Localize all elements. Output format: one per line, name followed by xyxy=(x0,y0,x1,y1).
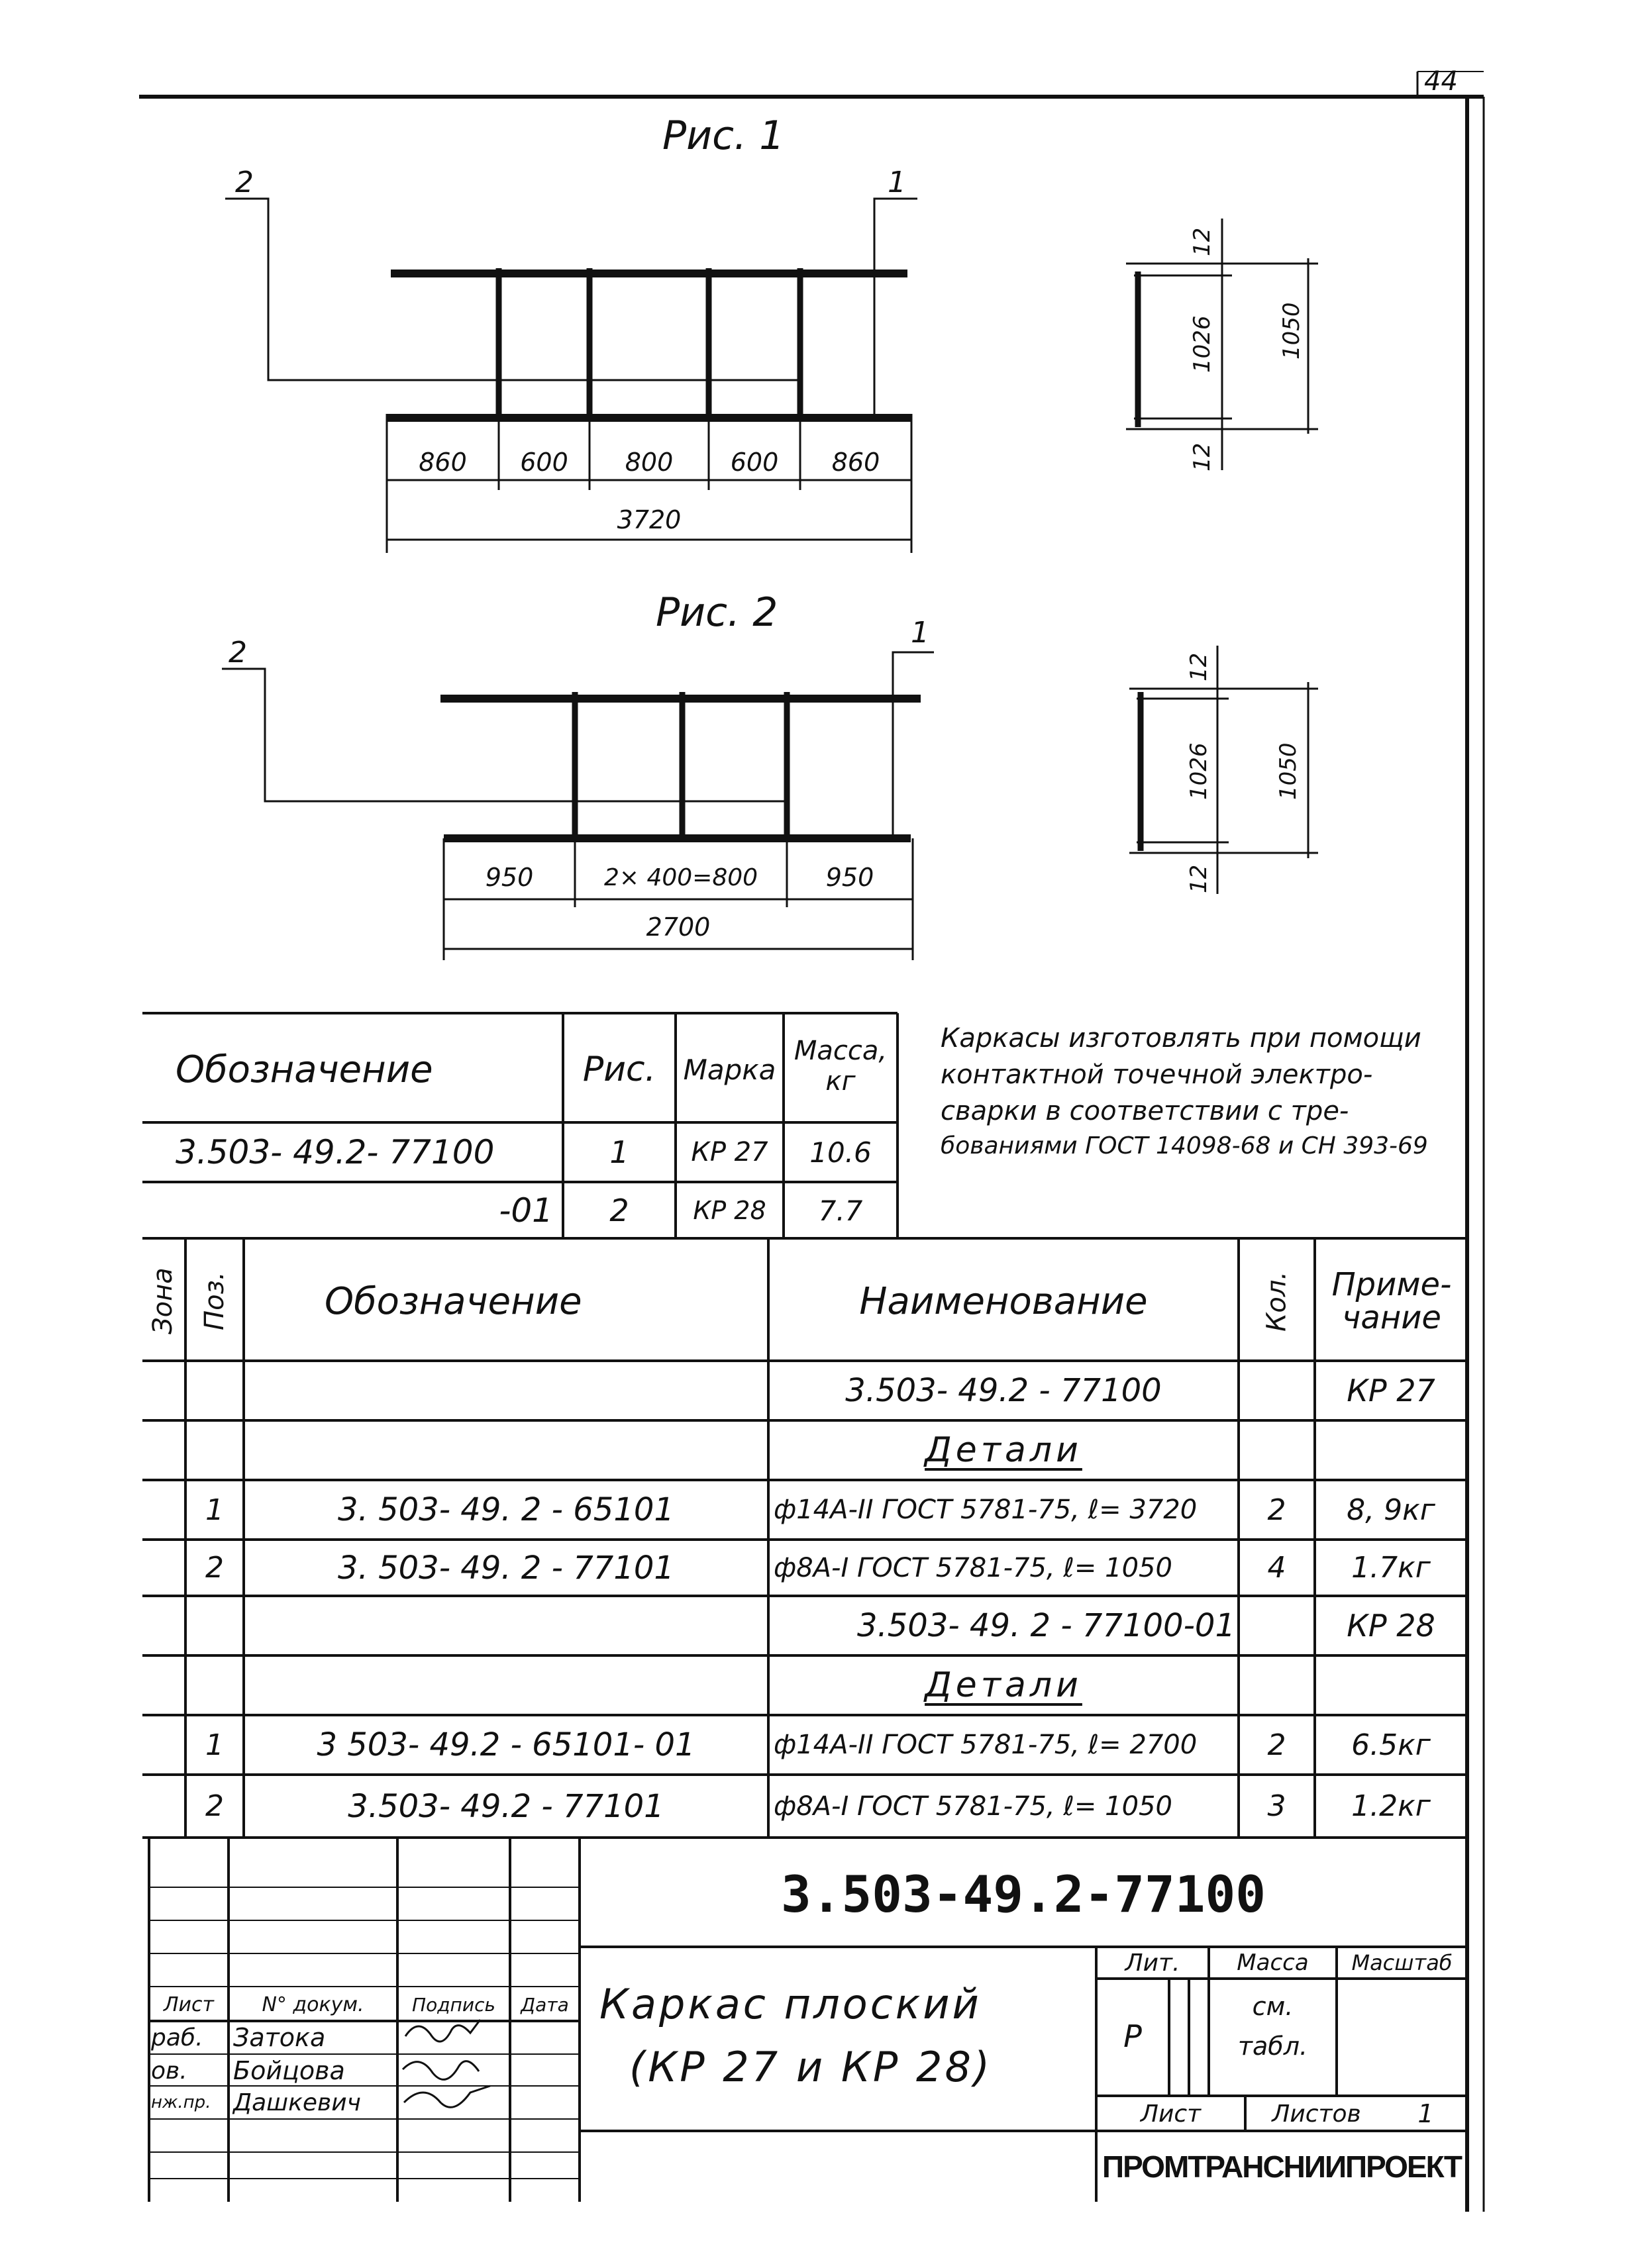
fig1-title: Рис. 1 xyxy=(662,113,785,159)
signature-1 xyxy=(405,2020,480,2042)
variants-row1-mark: КР 27 xyxy=(691,1137,768,1167)
tb-role-3: нж.пр. xyxy=(151,2093,211,2112)
spec-row3-qty: 2 xyxy=(1267,1493,1286,1527)
tb-col-docnum: N° докум. xyxy=(262,1993,364,2016)
signatures xyxy=(403,2020,490,2107)
spec-row8-pos: 2 xyxy=(205,1789,224,1823)
fig1-callout-left: 2 xyxy=(235,166,254,199)
tb-role-1: раб. xyxy=(151,2024,203,2051)
sheets-value: 1 xyxy=(1417,2099,1434,2128)
fig2-title: Рис. 2 xyxy=(656,589,778,636)
spec-row8-designation: 3.503- 49.2 - 77101 xyxy=(348,1787,664,1825)
variants-header-mass: Масса, кг xyxy=(794,1036,888,1097)
spec-row7-designation: 3 503- 49.2 - 65101- 01 xyxy=(317,1726,695,1763)
spec-row5-note: КР 28 xyxy=(1347,1608,1435,1644)
spec-header-note: Приме-чание xyxy=(1331,1265,1452,1336)
spec-row3-designation: 3. 503- 49. 2 - 65101 xyxy=(338,1491,674,1528)
signature-2 xyxy=(403,2061,479,2080)
sheets-label: Листов xyxy=(1272,2100,1361,2128)
fig2-side-mid: 1026 xyxy=(1186,742,1212,801)
spec-row1-name: 3.503- 49.2 - 77100 xyxy=(845,1372,1162,1409)
spec-header-name: Наименование xyxy=(859,1279,1148,1323)
fig1-dim-2: 600 xyxy=(520,448,568,477)
spec-row3-note: 8, 9кг xyxy=(1347,1493,1435,1527)
fig2-side-top: 12 xyxy=(1186,652,1212,682)
scale-label: Масштаб xyxy=(1351,1950,1453,1975)
tb-col-signature: Подпись xyxy=(412,1993,495,2016)
lit-value: Р xyxy=(1123,2018,1142,2054)
mass-value-1: см. xyxy=(1252,1992,1294,2021)
tb-name-3: Дашкевич xyxy=(233,2089,361,2116)
fig2-side-bot: 12 xyxy=(1186,864,1212,894)
spec-row8-name: ф8А-I ГОСТ 5781-75, ℓ= 1050 xyxy=(774,1791,1172,1822)
page-number: 44 xyxy=(1424,66,1458,97)
tb-col-sheet: Лист xyxy=(163,1993,215,2016)
spec-row7-note: 6.5кг xyxy=(1351,1728,1431,1762)
spec-row7-name: ф14А-II ГОСТ 5781-75, ℓ= 2700 xyxy=(774,1730,1198,1760)
mass-value-2: табл. xyxy=(1237,2032,1308,2061)
fig1-dim-5: 860 xyxy=(831,448,880,477)
fig1-side-mid: 1026 xyxy=(1189,315,1215,373)
tb-name-2: Бойцова xyxy=(233,2056,345,2085)
spec-row4-designation: 3. 503- 49. 2 - 77101 xyxy=(338,1549,674,1587)
spec-header-designation: Обозначение xyxy=(325,1279,582,1323)
title-line-1: Каркас плоский xyxy=(599,1980,982,2028)
variants-header-mark: Марка xyxy=(683,1053,776,1086)
fig2-total: 2700 xyxy=(646,912,711,942)
fig1-side-total: 1050 xyxy=(1278,302,1305,360)
fig1-side-bot: 12 xyxy=(1189,442,1215,471)
tb-role-2: ов. xyxy=(151,2057,187,2085)
fig2-callout-left: 2 xyxy=(229,636,247,669)
fig2-callout-right: 1 xyxy=(911,616,929,650)
variants-row2-designation: -01 xyxy=(499,1191,553,1230)
spec-row4-qty: 4 xyxy=(1267,1551,1286,1585)
note-line-3: сварки в соответствии с тре- xyxy=(941,1096,1349,1126)
note-line-4: бованиями ГОСТ 14098-68 и СН 393-69 xyxy=(941,1132,1428,1159)
variants-row2-mass: 7.7 xyxy=(818,1194,863,1227)
spec-row4-pos: 2 xyxy=(205,1551,224,1585)
spec-row4-name: ф8А-I ГОСТ 5781-75, ℓ= 1050 xyxy=(774,1552,1172,1583)
signature-3 xyxy=(404,2086,490,2107)
lit-label: Лит. xyxy=(1125,1949,1180,1977)
tb-name-1: Затока xyxy=(233,2023,326,2052)
variants-row1-designation: 3.503- 49.2- 77100 xyxy=(176,1133,495,1171)
sheet-label: Лист xyxy=(1140,2100,1202,2128)
fig1-dim-1: 860 xyxy=(419,448,467,477)
variants-row1-mass: 10.6 xyxy=(809,1136,872,1169)
note-line-2: контактной точечной электро- xyxy=(941,1060,1373,1090)
variants-row2-mark: КР 28 xyxy=(693,1196,766,1225)
fig1-dim-4: 600 xyxy=(730,448,779,477)
spec-row5-name: 3.503- 49. 2 - 77100-01 xyxy=(856,1607,1235,1644)
doc-number: 3.503-49.2-77100 xyxy=(780,1864,1266,1924)
spec-row3-name: ф14А-II ГОСТ 5781-75, ℓ= 3720 xyxy=(774,1495,1198,1525)
spec-header-pos: Поз. xyxy=(199,1271,230,1331)
spec-row4-note: 1.7кг xyxy=(1351,1551,1431,1585)
fig2-dim-2: 2× 400=800 xyxy=(603,863,758,891)
spec-row1-note: КР 27 xyxy=(1347,1373,1435,1408)
fig1-dim-3: 800 xyxy=(625,448,674,477)
fig1-callout-right: 1 xyxy=(888,166,906,199)
fig1-total: 3720 xyxy=(617,505,682,534)
org-name: ПРОМТРАНСНИИПРОЕКТ xyxy=(1102,2149,1461,2184)
tb-col-date: Дата xyxy=(521,1993,569,2016)
spec-row3-pos: 1 xyxy=(205,1493,224,1527)
spec-row7-pos: 1 xyxy=(205,1728,224,1762)
spec-row8-note: 1.2кг xyxy=(1351,1789,1431,1823)
fig2-dim-3: 950 xyxy=(825,863,874,892)
spec-row6-name: Детали xyxy=(925,1665,1082,1705)
variants-row2-fig: 2 xyxy=(609,1193,629,1228)
title-line-2: (КР 27 и КР 28) xyxy=(629,2043,993,2091)
spec-header-zone: Зона xyxy=(148,1267,178,1335)
variants-header-designation: Обозначение xyxy=(176,1048,433,1091)
variants-row1-fig: 1 xyxy=(609,1134,629,1170)
mass-label: Масса xyxy=(1237,1949,1309,1976)
fig2-side-total: 1050 xyxy=(1275,742,1302,801)
variants-header-fig: Рис. xyxy=(582,1050,656,1089)
fig1-front xyxy=(225,199,917,553)
note-line-1: Каркасы изготовлять при помощи xyxy=(941,1023,1421,1054)
spec-row8-qty: 3 xyxy=(1267,1789,1286,1823)
fig2-dim-1: 950 xyxy=(485,863,534,892)
spec-row2-name: Детали xyxy=(925,1430,1082,1470)
fig1-side-top: 12 xyxy=(1189,227,1215,256)
spec-row7-qty: 2 xyxy=(1267,1728,1286,1762)
spec-header-qty: Кол. xyxy=(1261,1271,1292,1332)
